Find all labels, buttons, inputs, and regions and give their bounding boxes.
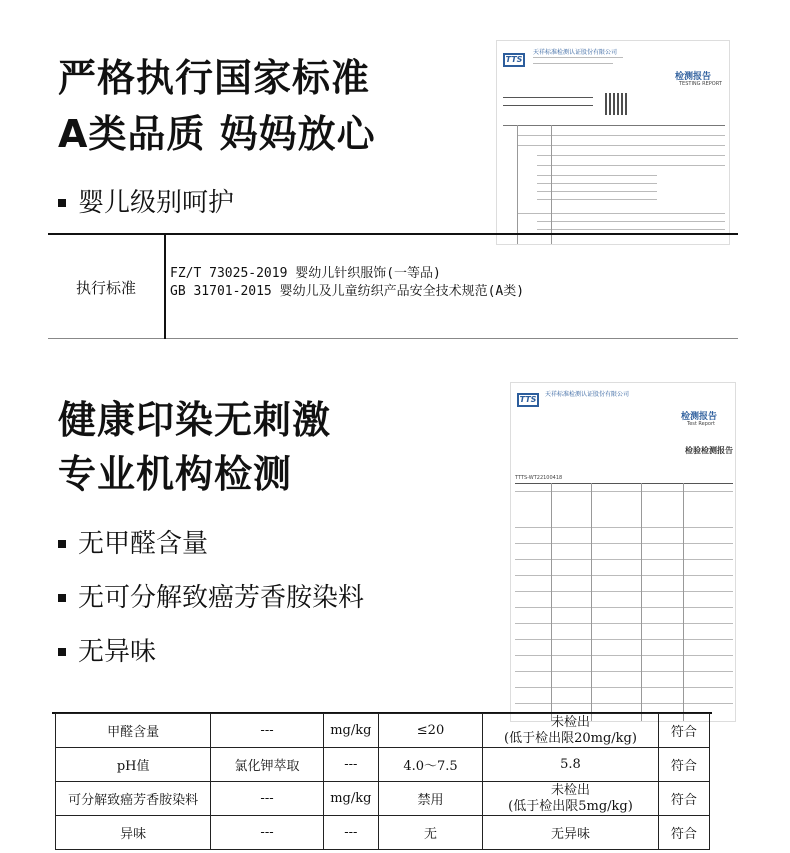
bullet-square-icon <box>58 540 66 548</box>
section2-bullet-3 <box>58 636 156 668</box>
table-row <box>56 714 710 748</box>
table-cell: 符合 <box>658 748 709 782</box>
table-cell: mg/kg <box>323 714 378 748</box>
section1-bullet <box>58 187 234 219</box>
table-cell: 4.0～7.5 <box>378 748 482 782</box>
table-cell: mg/kg <box>323 782 378 816</box>
table-cell: 符合 <box>658 714 709 748</box>
report-company: 天祥标准检测认证股份有限公司 <box>533 49 618 56</box>
tts-logo-icon: TTS <box>517 393 539 407</box>
bullet-square-icon <box>58 648 66 656</box>
section1-title-line1: 严格执行国家标准 <box>58 56 371 100</box>
section1-title-line2: A类品质 妈妈放心 <box>58 112 376 156</box>
standards-lines <box>170 265 524 301</box>
bullet-square-icon <box>58 594 66 602</box>
standard-line: GB 31701-2015 婴幼儿及儿童纺织产品安全技术规范(A类) <box>170 284 525 299</box>
table-cell: 无异味 <box>483 816 659 850</box>
table-cell: 禁用 <box>378 782 482 816</box>
standard-line: FZ/T 73025-2019 婴幼儿针织服饰(一等品) <box>170 266 441 281</box>
bullet-square-icon <box>58 199 66 207</box>
table-cell: pH值 <box>56 748 211 782</box>
table-cell: 5.8 <box>483 748 659 782</box>
section2-bullet-1 <box>58 528 208 560</box>
table-cell: 异味 <box>56 816 211 850</box>
bullet-text: 婴儿级别呵护 <box>78 188 235 218</box>
table-cell: 符合 <box>658 816 709 850</box>
table-cell: --- <box>323 748 378 782</box>
table-row <box>56 748 710 782</box>
report-inner-title: 检验检测报告 <box>685 446 733 455</box>
table-cell: --- <box>323 816 378 850</box>
table-cell: 可分解致癌芳香胺染料 <box>56 782 211 816</box>
standards-label: 执行标准 <box>48 235 166 339</box>
table-cell: --- <box>211 714 323 748</box>
table-cell: --- <box>211 782 323 816</box>
table-row <box>56 816 710 850</box>
report-title: 检测报告 <box>681 412 718 422</box>
table-cell: 氯化钾萃取 <box>211 748 323 782</box>
report-number: TTTS-WT22100418 <box>515 475 563 481</box>
section2-bullet-2 <box>58 582 364 614</box>
report-subtitle: TESTING REPORT <box>679 81 722 87</box>
qr-code-icon <box>605 93 627 115</box>
bullet-text: 无甲醛含量 <box>78 529 209 559</box>
table-cell: --- <box>211 816 323 850</box>
section2-title-line2: 专业机构检测 <box>58 452 293 496</box>
test-report-image-1 <box>496 40 730 245</box>
table-cell: 符合 <box>658 782 709 816</box>
table-row <box>56 782 710 816</box>
bullet-text: 无异味 <box>78 637 157 667</box>
table-cell: 未检出 (低于检出限5mg/kg) <box>483 782 659 816</box>
section2-title-line1: 健康印染无刺激 <box>58 398 332 442</box>
report-title: 检测报告 <box>675 72 712 82</box>
results-table <box>55 713 710 850</box>
tts-logo-icon: TTS <box>503 53 525 67</box>
table-cell: ≤20 <box>378 714 482 748</box>
report-subtitle: Test Report <box>687 421 716 427</box>
standards-table <box>48 233 738 339</box>
report-company: 天祥标准检测认证股份有限公司 <box>545 391 630 398</box>
bullet-text: 无可分解致癌芳香胺染料 <box>78 583 365 613</box>
table-cell: 未检出 (低于检出限20mg/kg) <box>483 714 659 748</box>
table-cell: 无 <box>378 816 482 850</box>
table-cell: 甲醛含量 <box>56 714 211 748</box>
test-report-image-2 <box>510 382 736 722</box>
